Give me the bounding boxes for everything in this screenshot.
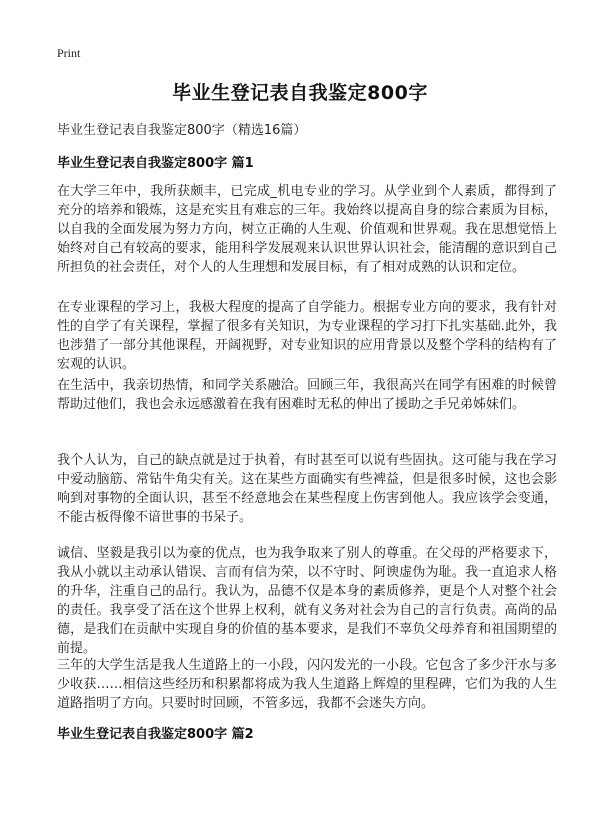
document-subtitle: 毕业生登记表自我鉴定800字（精选16篇） [57, 123, 307, 138]
paragraph-1: 在大学三年中，我所获颇丰，已完成_机电专业的学习。从学业到个人素质，都得到了充分的培养和锻炼，这是充实且有难忘的三年。我始终以提高自身的综合素质为目标，以自我的全面发展为努力方向，树立正确的人生观、价值观和世界观。我在思想觉悟上始终对自己有较高的要求，能用科学发展观来认识世界认识社会，能清醒的意识到自己所担负的社会责任，对个人的人生理想和发展目标，有了相对成熟的认识和定位。 [57, 184, 557, 275]
paragraph-6: 三年的大学生活是我人生道路上的一小段，闪闪发光的一小段。它包含了多少汗水与多少收获……相信这些经历和积累都将成为我人生道路上辉煌的里程碑，它们为我的人生道路指明了方向。只要时时回顾，不管多远，我都不会迷失方向。 [57, 658, 557, 711]
document-title: 毕业生登记表自我鉴定800字 [172, 82, 428, 104]
print-link[interactable]: Print [57, 46, 81, 60]
section-heading-1: 毕业生登记表自我鉴定800字 篇1 [57, 156, 254, 171]
paragraph-5: 诚信、坚毅是我引以为豪的优点，也为我争取来了别人的尊重。在父母的严格要求下，我从小就以主动承认错误、言而有信为荣，以不守时、阿谀虚伪为耻。我一直追求人格的升华，注重自己的品行。我认为，品德不仅是本身的素质修养，更是个人对整个社会的责任。我享受了活在这个世界上权利，就有义务对社会为自己的言行负责。高尚的品德，是我们在贡献中实现自身的价值的基本要求，是我们不辜负父母养育和祖国期望的前提。 [57, 546, 557, 656]
paragraph-3: 在生活中，我亲切热情，和同学关系融洽。回顾三年，我很高兴在同学有困难的时候曾帮助过他们，我也会永远感激着在我有困难时无私的伸出了援助之手兄弟姊妹们。 [57, 378, 557, 412]
section-heading-2: 毕业生登记表自我鉴定800字 篇2 [57, 727, 254, 742]
paragraph-4: 我个人认为，自己的缺点就是过于执着，有时甚至可以说有些固执。这可能与我在学习中爱动脑筋、常钻牛角尖有关。这在某些方面确实有些裨益，但是很多时候，这也会影响到对事物的全面认识，甚至不经意地会在某些程度上伤害到他人。我应该学会变通，不能古板得像不谙世事的书呆子。 [57, 453, 557, 525]
paragraph-2: 在专业课程的学习上，我极大程度的提高了自学能力。根据专业方向的要求，我有针对性的自学了有关课程，掌握了很多有关知识，为专业课程的学习打下扎实基础.此外，我也涉猎了一部分其他课程，开阔视野，对专业知识的应用背景以及整个学科的结构有了宏观的认识。 [57, 300, 557, 372]
